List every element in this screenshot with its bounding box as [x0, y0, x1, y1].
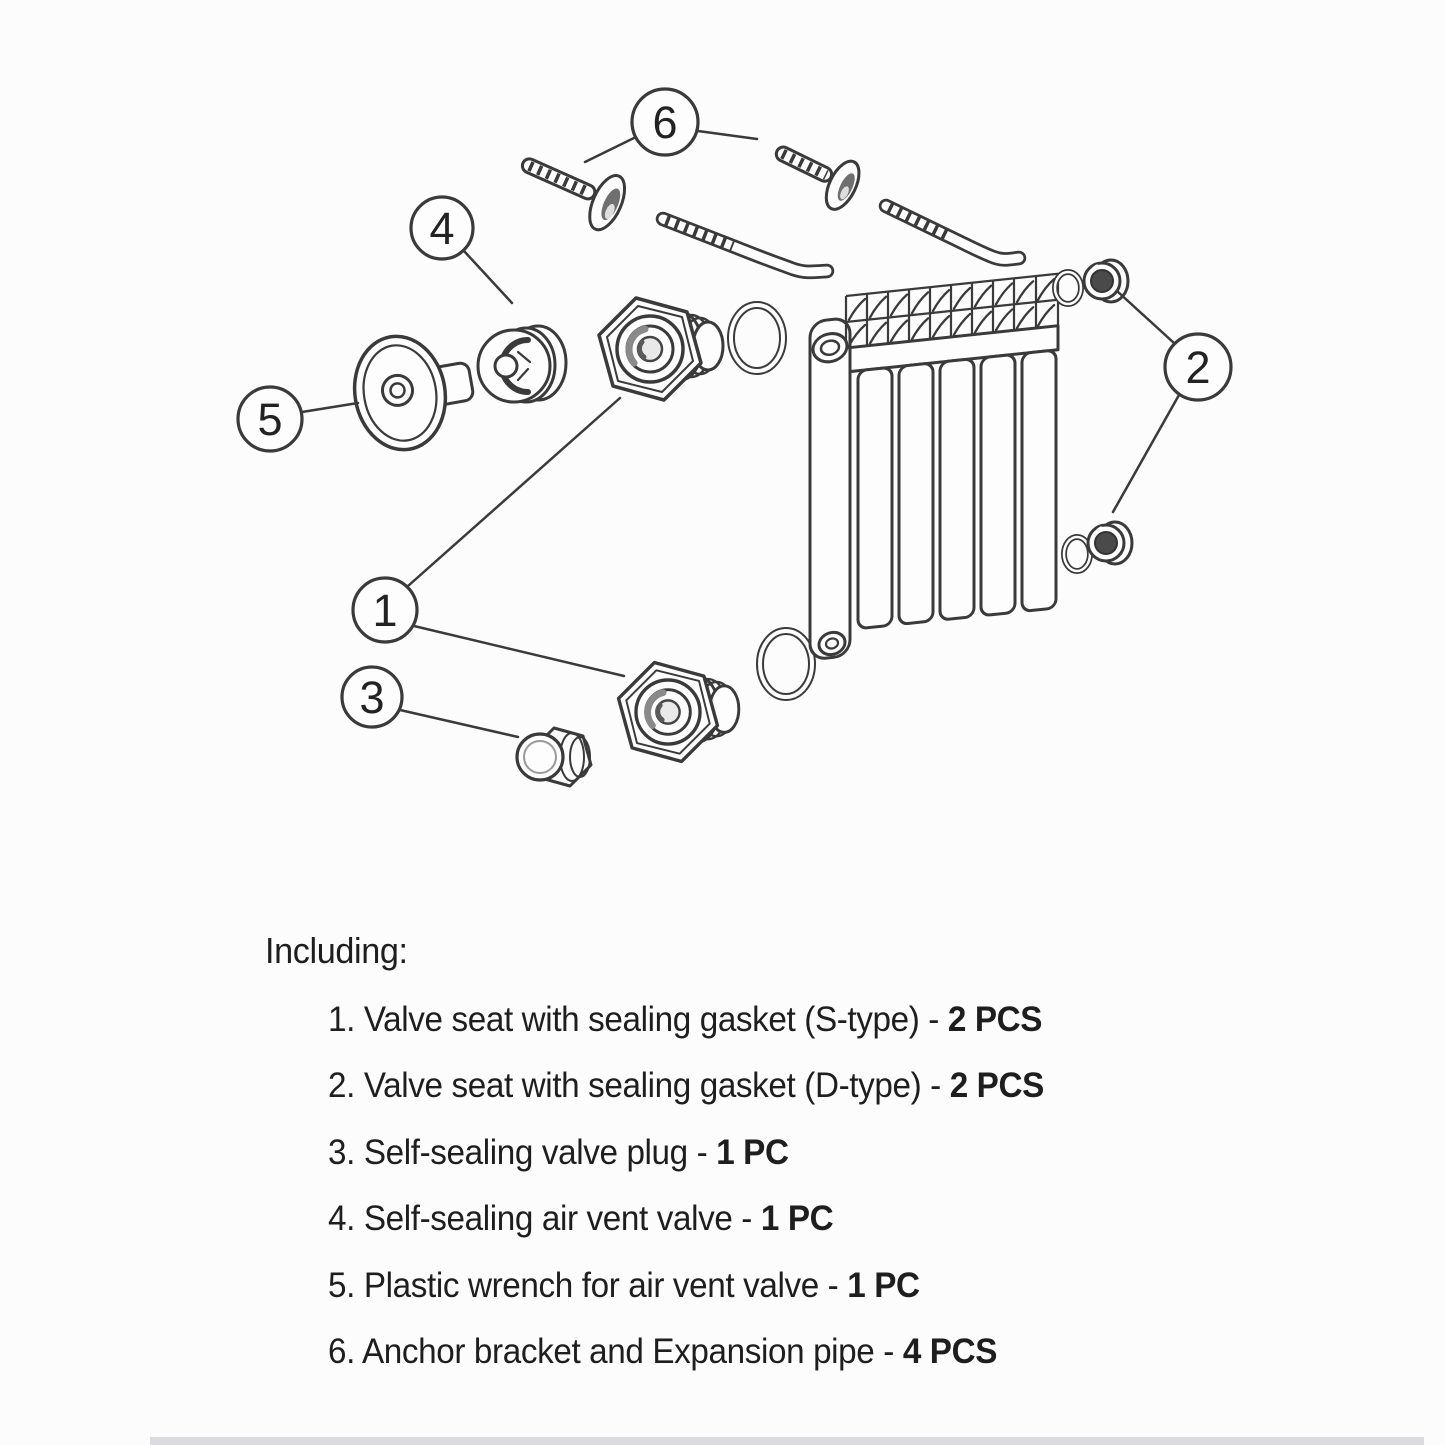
sealing-oring-top [731, 305, 783, 371]
legend-item-text: 5. Plastic wrench for air vent valve - [328, 1265, 848, 1305]
legend-heading: Including: [265, 930, 408, 971]
leader-2-down [1113, 395, 1179, 512]
radiator-section [810, 274, 1058, 660]
callout-3 [342, 667, 402, 727]
radiator-bottom-port [819, 631, 845, 656]
leader-1-down [414, 626, 624, 676]
valve-seat-s-bottom [619, 663, 739, 762]
air-vent-valve [478, 326, 566, 402]
legend-item [328, 1053, 1044, 1119]
radiator-left-manifold [810, 318, 850, 660]
legend-item [328, 987, 1044, 1053]
legend-item [328, 1120, 1044, 1186]
leader-5 [302, 403, 358, 412]
leader-6-left [585, 136, 638, 162]
d-gasket-set-bottom [1064, 522, 1132, 571]
callout-4-number: 4 [429, 203, 455, 254]
callout-6-number: 6 [652, 97, 678, 148]
expansion-pipe-screw-right [765, 129, 866, 214]
callout-1 [353, 578, 417, 642]
expansion-pipe-screw-left [510, 138, 631, 235]
callout-5-number: 5 [257, 394, 283, 445]
legend-item [328, 1186, 1044, 1252]
legend-item-qty: 4 PCS [902, 1331, 998, 1371]
callout-2-number: 2 [1185, 342, 1211, 393]
legend-item-text: 6. Anchor bracket and Expansion pipe - [328, 1331, 903, 1371]
legend-item [328, 1319, 1044, 1385]
legend-item-text: 2. Valve seat with sealing gasket (D-type) - [328, 1066, 950, 1106]
leader-4 [464, 251, 512, 303]
leader-2-up [1117, 291, 1174, 343]
callout-1-number: 1 [372, 585, 398, 636]
callout-4 [411, 197, 473, 259]
legend-item-text: 3. Self-sealing valve plug - [328, 1132, 717, 1172]
anchor-bracket-left [663, 219, 827, 272]
valve-plug [517, 728, 591, 786]
legend-item-text: 1. Valve seat with sealing gasket (S-type) - [328, 1000, 948, 1039]
valve-seat-s-top [599, 298, 723, 400]
plastic-wrench [346, 324, 481, 457]
callout-2 [1165, 334, 1231, 400]
legend-item-qty: 1 PC [716, 1132, 789, 1172]
legend-item [328, 1253, 1044, 1319]
legend-item-qty: 1 PC [847, 1265, 920, 1305]
legend-list [328, 987, 1082, 1385]
leader-3 [400, 710, 518, 737]
sealing-oring-bottom [760, 631, 812, 697]
legend-item-qty: 1 PC [760, 1199, 834, 1239]
callout-5 [238, 387, 302, 451]
leader-6-right [698, 131, 757, 139]
callout-6 [632, 89, 698, 155]
legend-item-text: 4. Self-sealing air vent valve - [328, 1199, 761, 1239]
legend-item-qty: 2 PCS [947, 1000, 1043, 1039]
callout-3-number: 3 [359, 672, 385, 723]
radiator-fins [858, 350, 1056, 629]
footer-bar [150, 1437, 1424, 1445]
d-gasket-set-top [1055, 260, 1128, 304]
legend-item-qty: 2 PCS [949, 1066, 1044, 1106]
anchor-bracket-right [886, 206, 1019, 259]
